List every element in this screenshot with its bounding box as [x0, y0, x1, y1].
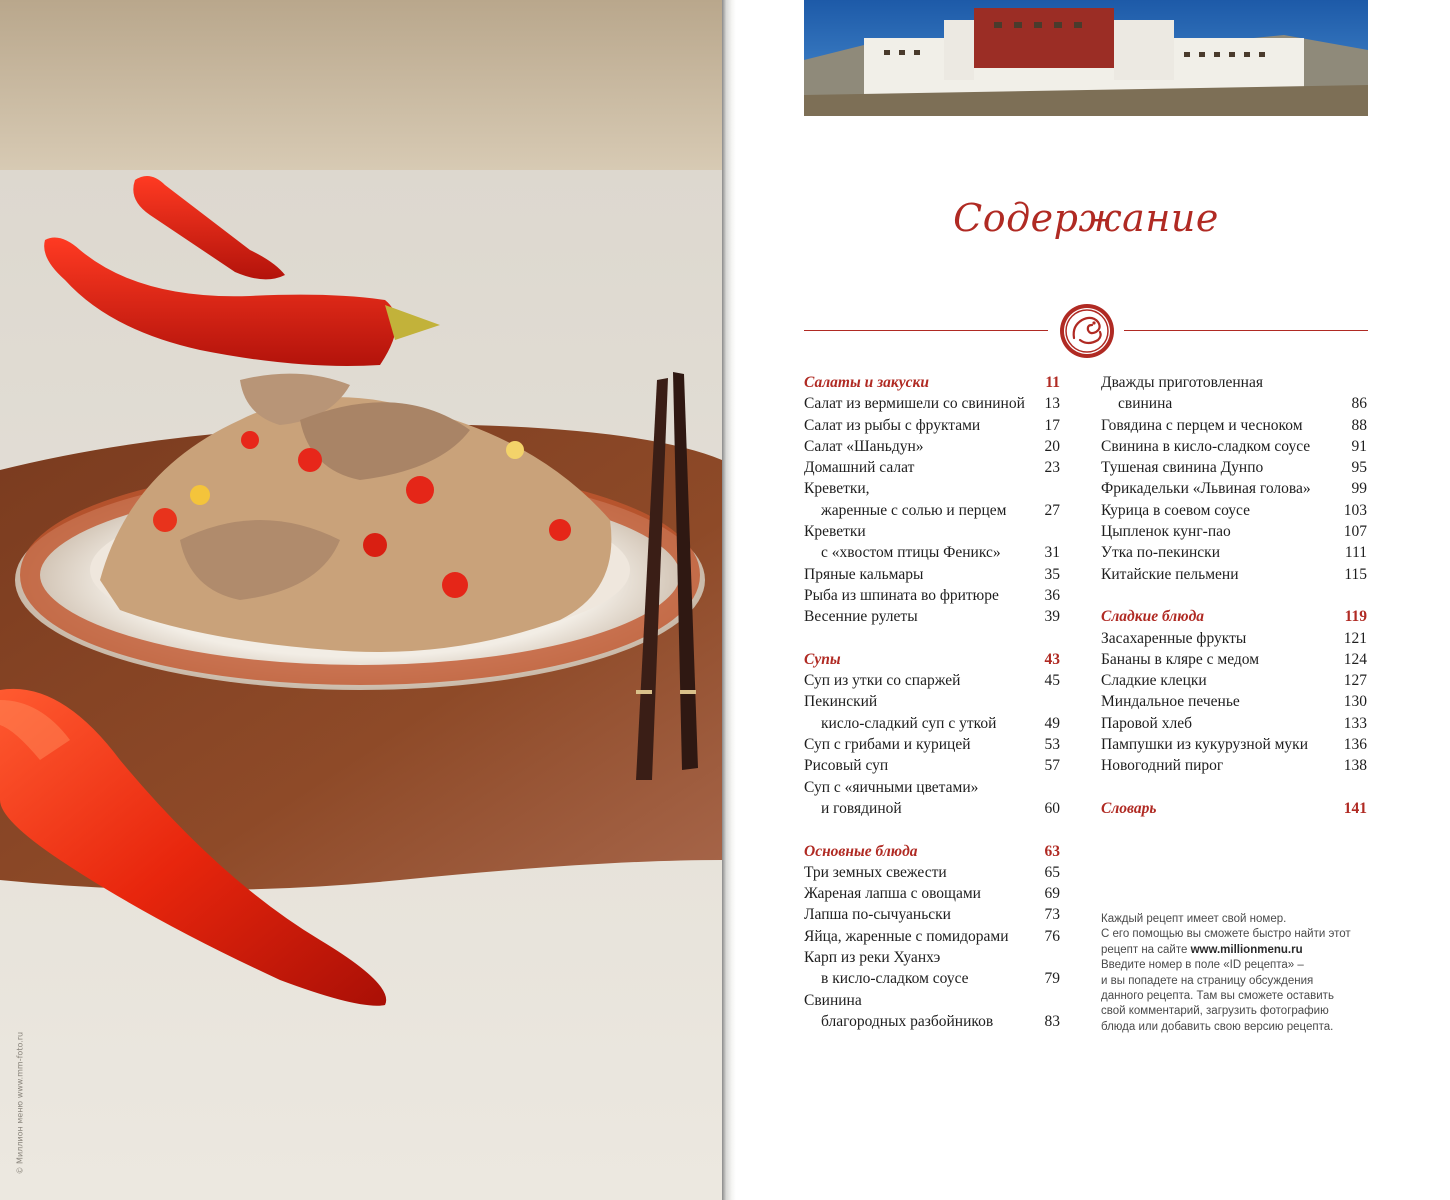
toc-page-number: 133: [1343, 714, 1367, 732]
toc-page-number: 20: [1044, 437, 1060, 455]
toc-page-number: 95: [1351, 459, 1367, 477]
toc-entry-title: свинина: [1118, 395, 1173, 413]
note-line: блюда или добавить свою версию рецепта.: [1101, 1020, 1334, 1033]
toc-page-number: 103: [1343, 501, 1367, 519]
toc-entry[interactable]: [804, 883, 1060, 904]
toc-page-number: 91: [1351, 437, 1367, 455]
toc-entry-title: Лапша по-сычуаньски: [804, 906, 951, 924]
toc-section-heading[interactable]: [804, 372, 1060, 393]
toc-entry-title: Три земных свежести: [804, 863, 947, 881]
toc-page-number: 76: [1044, 927, 1060, 945]
toc-section-heading[interactable]: [1101, 606, 1367, 627]
toc-page-number: 43: [1044, 650, 1060, 668]
toc-entry-title: Салаты и закуски: [804, 374, 929, 391]
toc-page-number: 45: [1044, 672, 1060, 690]
toc-entry[interactable]: [804, 521, 1060, 542]
toc-entry-title: Карп из реки Хуанхэ: [804, 949, 941, 967]
note-text: рецепт на сайте: [1101, 943, 1191, 956]
toc-entry[interactable]: [804, 606, 1060, 627]
note-line: данного рецепта. Там вы сможете оставить: [1101, 990, 1334, 1003]
toc-page-number: 130: [1343, 693, 1367, 711]
toc-entry[interactable]: [804, 670, 1060, 691]
toc-right-column: [1101, 372, 1367, 819]
toc-entry[interactable]: [1101, 500, 1367, 521]
toc-entry-title: Свинина в кисло-сладком соусе: [1101, 437, 1311, 455]
website-link[interactable]: www.millionmenu.ru: [1190, 943, 1303, 956]
palace-banner-image: [804, 0, 1368, 116]
toc-page-number: 36: [1044, 586, 1060, 604]
toc-entry-title: Салат из рыбы с фруктами: [804, 416, 981, 434]
toc-section-heading[interactable]: [804, 841, 1060, 862]
toc-entry[interactable]: [804, 585, 1060, 606]
toc-entry-title: и говядиной: [821, 799, 902, 817]
toc-entry-title: Бананы в кляре с медом: [1101, 650, 1260, 668]
food-photo: [0, 0, 722, 1200]
toc-entry-title: с «хвостом птицы Феникс»: [821, 544, 1001, 562]
toc-page-number: 86: [1351, 395, 1367, 413]
toc-page-number: 107: [1343, 523, 1367, 541]
toc-entry-title: Китайские пельмени: [1101, 565, 1239, 583]
toc-page-number: 17: [1044, 416, 1060, 434]
page-title: Содержание: [953, 196, 1219, 240]
toc-section-heading[interactable]: [1101, 798, 1367, 819]
toc-gap: [804, 819, 1060, 840]
note-line: Введите номер в поле «ID рецепта» –: [1101, 959, 1304, 972]
toc-entry[interactable]: [804, 691, 1060, 712]
toc-entry[interactable]: [1101, 415, 1367, 436]
toc-entry[interactable]: [804, 926, 1060, 947]
toc-page-number: 79: [1044, 970, 1060, 988]
toc-page-number: 13: [1044, 395, 1060, 413]
toc-entry-title: благородных разбойников: [821, 1012, 994, 1030]
dragon-medallion-icon: [1058, 302, 1116, 360]
toc-entry-title: Словарь: [1101, 799, 1157, 817]
toc-gap: [1101, 777, 1367, 798]
toc-page-number: 141: [1343, 799, 1367, 817]
toc-entry[interactable]: [804, 734, 1060, 755]
note-line: [1101, 943, 1361, 958]
toc-entry[interactable]: [804, 542, 1060, 563]
toc-entry-title: Салат из вермишели со свининой: [804, 395, 1025, 413]
toc-page-number: 35: [1044, 565, 1060, 583]
toc-entry-title: Свинина: [804, 991, 862, 1009]
toc-gap: [1101, 585, 1367, 606]
toc-page-number: 57: [1044, 757, 1060, 775]
toc-entry-title: Новогодний пирог: [1101, 757, 1224, 775]
note-line: свой комментарий, загрузить фотографию: [1101, 1005, 1329, 1018]
toc-page-number: 73: [1044, 906, 1060, 924]
toc-entry[interactable]: [1101, 521, 1367, 542]
toc-page-number: 119: [1344, 608, 1367, 626]
toc-entry-title: Цыпленок кунг-пао: [1101, 523, 1231, 541]
toc-entry[interactable]: [804, 1011, 1060, 1032]
toc-entry-title: Паровой хлеб: [1101, 714, 1192, 732]
toc-entry[interactable]: [1101, 457, 1367, 478]
toc-page-number: 88: [1351, 416, 1367, 434]
toc-entry[interactable]: [1101, 372, 1367, 393]
toc-page-number: 111: [1344, 544, 1367, 562]
toc-entry-title: Сладкие клецки: [1101, 672, 1207, 690]
toc-entry[interactable]: [1101, 628, 1367, 649]
toc-page-number: 53: [1044, 736, 1060, 754]
toc-entry[interactable]: [1101, 393, 1367, 414]
toc-entry[interactable]: [804, 777, 1060, 798]
toc-entry-title: кисло-сладкий суп с уткой: [821, 714, 997, 732]
toc-entry[interactable]: [1101, 564, 1367, 585]
toc-entry[interactable]: [1101, 478, 1367, 499]
book-gutter: [722, 0, 736, 1200]
toc-entry-title: Креветки: [804, 523, 866, 541]
toc-entry-title: Тушеная свинина Дунпо: [1101, 459, 1264, 477]
toc-entry-title: Основные блюда: [804, 842, 918, 860]
toc-entry-title: Супы: [804, 650, 841, 668]
toc-entry-title: Салат «Шаньдун»: [804, 437, 924, 455]
toc-entry-title: Сладкие блюда: [1101, 608, 1205, 626]
toc-entry-title: Фрикадельки «Львиная голова»: [1101, 480, 1311, 498]
toc-page-number: 11: [1045, 374, 1060, 391]
toc-entry[interactable]: [804, 713, 1060, 734]
toc-entry[interactable]: [1101, 436, 1367, 457]
toc-entry[interactable]: [804, 393, 1060, 414]
toc-entry-title: Утка по-пекински: [1101, 544, 1221, 562]
toc-entry-title: Рисовый суп: [804, 757, 889, 775]
toc-entry-title: Рыба из шпината во фритюре: [804, 586, 999, 604]
toc-entry-title: Дважды приготовленная: [1101, 374, 1263, 391]
toc-gap: [804, 628, 1060, 649]
toc-entry[interactable]: [1101, 649, 1367, 670]
toc-page-number: 63: [1044, 842, 1060, 860]
toc-page-number: 136: [1343, 736, 1367, 754]
toc-entry-title: Засахаренные фрукты: [1101, 629, 1247, 647]
toc-entry-title: Курица в соевом соусе: [1101, 501, 1250, 519]
toc-page-number: 49: [1044, 714, 1060, 732]
note-line: Каждый рецепт имеет свой номер.: [1101, 913, 1287, 925]
toc-entry-title: Домашний салат: [804, 459, 915, 477]
toc-entry[interactable]: [1101, 691, 1367, 712]
toc-entry-title: Суп из утки со спаржей: [804, 672, 961, 690]
right-page-toc: [736, 0, 1450, 1200]
note-line: и вы попадете на страницу обсуждения: [1101, 974, 1314, 987]
toc-entry-title: Креветки,: [804, 480, 870, 498]
toc-page-number: 39: [1044, 608, 1060, 626]
toc-entry[interactable]: [804, 990, 1060, 1011]
toc-entry-title: Яйца, жаренные с помидорами: [804, 927, 1009, 945]
toc-entry[interactable]: [1101, 734, 1367, 755]
toc-entry[interactable]: [804, 904, 1060, 925]
toc-entry[interactable]: [804, 478, 1060, 499]
note-line: С его помощью вы сможете быстро найти этот: [1101, 928, 1351, 941]
toc-entry[interactable]: [1101, 755, 1367, 776]
toc-entry-title: Пекинский: [804, 693, 878, 711]
left-page-photo: [0, 0, 722, 1200]
toc-entry[interactable]: [804, 564, 1060, 585]
toc-left-column: [804, 372, 1060, 1032]
toc-page-number: 121: [1343, 629, 1367, 647]
toc-entry-title: жаренные с солью и перцем: [821, 501, 1007, 519]
recipe-id-note: [1101, 912, 1361, 1035]
toc-section-heading[interactable]: [804, 649, 1060, 670]
toc-entry-title: Жареная лапша с овощами: [804, 885, 981, 903]
toc-entry[interactable]: [804, 500, 1060, 521]
toc-page-number: 27: [1044, 501, 1060, 519]
toc-page-number: 69: [1044, 885, 1060, 903]
toc-entry[interactable]: [804, 755, 1060, 776]
toc-entry-title: Пряные кальмары: [804, 565, 924, 583]
photo-credit: © Миллион меню www.mm-foto.ru: [15, 1031, 25, 1175]
toc-entry[interactable]: [804, 436, 1060, 457]
toc-page-number: 115: [1344, 565, 1367, 583]
toc-page-number: 60: [1044, 799, 1060, 817]
toc-entry-title: Весенние рулеты: [804, 608, 918, 626]
toc-entry[interactable]: [804, 457, 1060, 478]
toc-entry[interactable]: [1101, 670, 1367, 691]
toc-entry-title: Пампушки из кукурузной муки: [1101, 736, 1308, 754]
toc-entry-title: Говядина с перцем и чесноком: [1101, 416, 1303, 434]
toc-entry-title: Суп с «яичными цветами»: [804, 778, 979, 796]
toc-page-number: 83: [1044, 1012, 1060, 1030]
toc-page-number: 124: [1343, 650, 1367, 668]
toc-page-number: 31: [1044, 544, 1060, 562]
toc-page-number: 99: [1351, 480, 1367, 498]
toc-entry-title: Миндальное печенье: [1101, 693, 1240, 711]
toc-entry[interactable]: [1101, 713, 1367, 734]
toc-entry[interactable]: [804, 415, 1060, 436]
toc-entry[interactable]: [804, 947, 1060, 968]
toc-entry-title: Суп с грибами и курицей: [804, 736, 971, 754]
toc-entry[interactable]: [804, 798, 1060, 819]
toc-entry-title: в кисло-сладком соусе: [821, 970, 969, 988]
toc-page-number: 23: [1044, 459, 1060, 477]
toc-page-number: 138: [1343, 757, 1367, 775]
toc-entry[interactable]: [804, 968, 1060, 989]
toc-entry[interactable]: [1101, 542, 1367, 563]
toc-entry[interactable]: [804, 862, 1060, 883]
toc-page-number: 65: [1044, 863, 1060, 881]
toc-page-number: 127: [1343, 672, 1367, 690]
